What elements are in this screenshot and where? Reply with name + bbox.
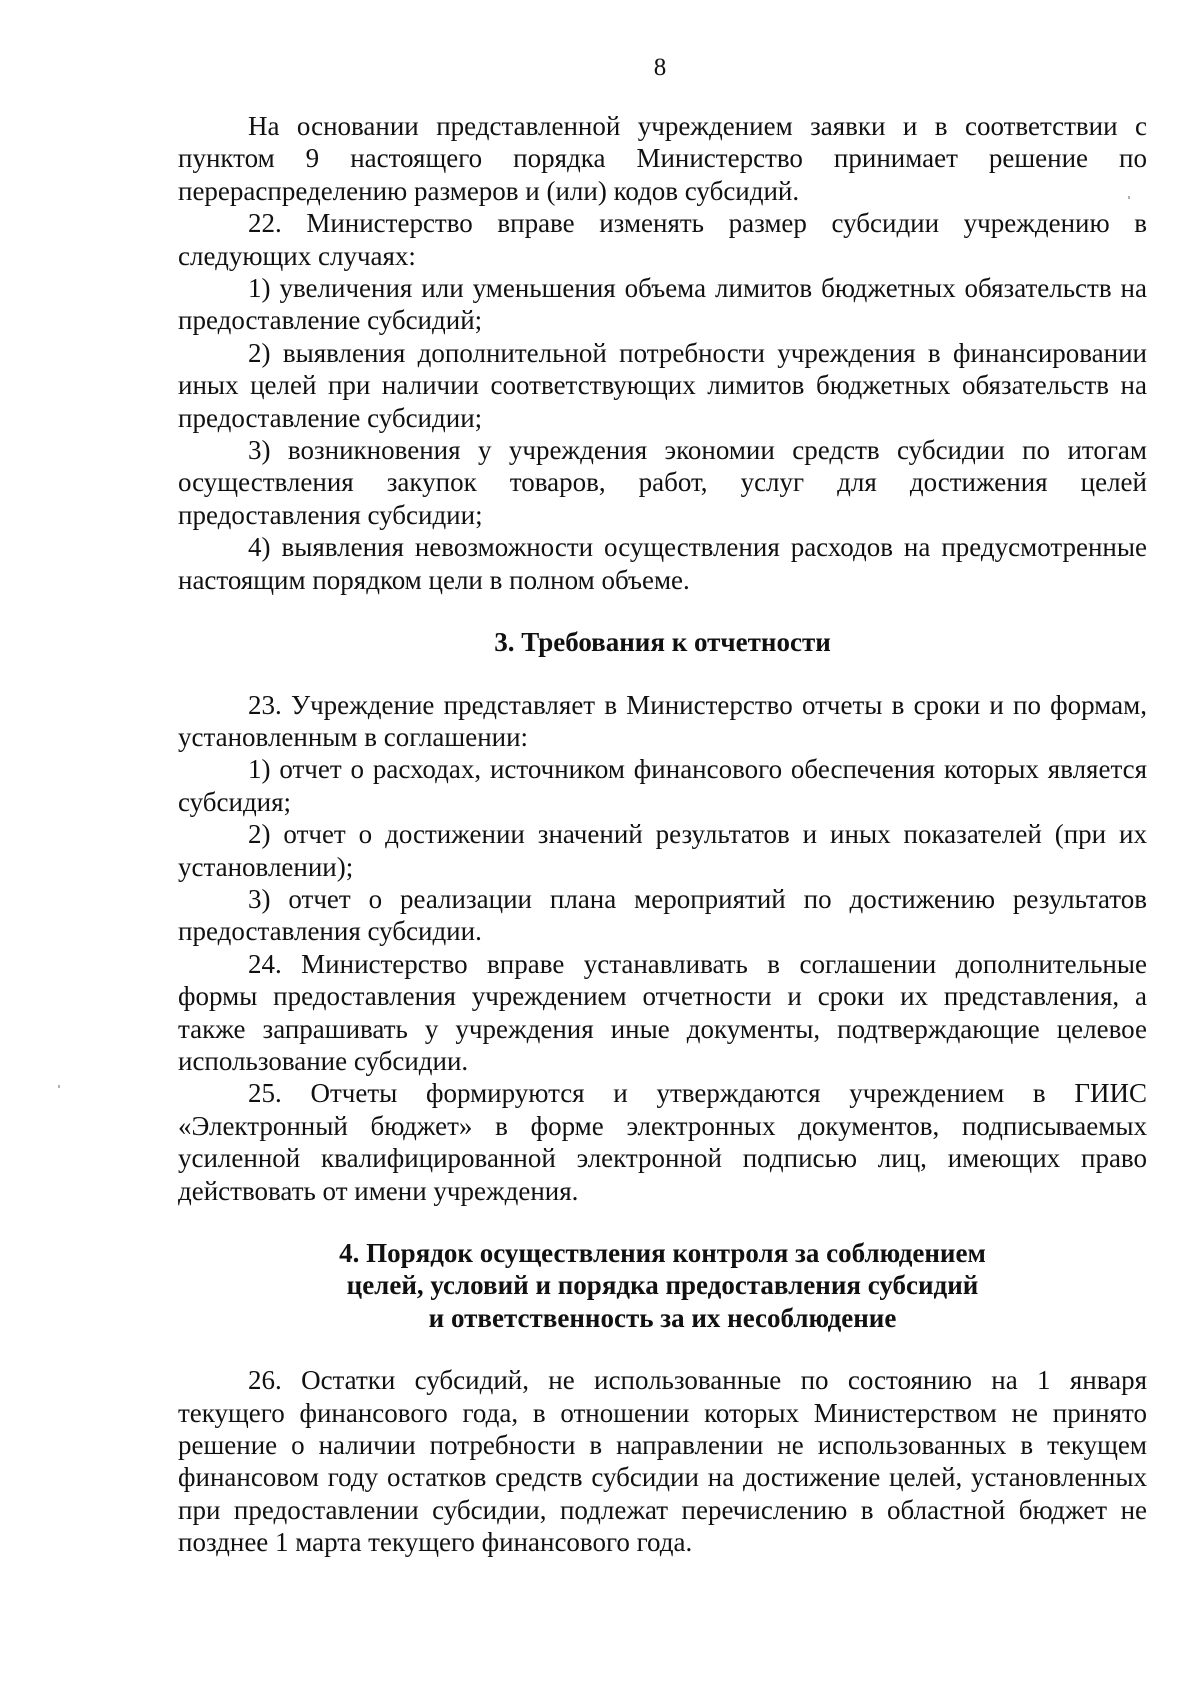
section-4-heading-line: 4. Порядок осуществления контроля за соблюдением [339, 1238, 986, 1268]
list-item: 1) увеличения или уменьшения объема лимитов бюджетных обязательств на предоставление субсидий; [178, 273, 1147, 336]
paragraph-item-25: 25. Отчеты формируются и утверждаются учреждением в ГИИС «Электронный бюджет» в форме электронных документов, подписываемых усиленной квалифицированной электронной подписью лиц, имеющих право действовать от имени учреждения. [178, 1078, 1147, 1206]
list-item: 4) выявления невозможности осуществления расходов на предусмотренные настоящим порядком цели в полном объеме. [178, 532, 1147, 595]
section-4-heading-line: и ответственность за их несоблюдение [428, 1302, 897, 1333]
list-item: 2) отчет о достижении значений результатов и иных показателей (при их установлении); [178, 819, 1147, 882]
page-number: 8 [653, 54, 667, 81]
scan-mark [58, 1085, 60, 1088]
section-4-heading-line: целей, условий и порядка предоставления субсидий [346, 1270, 979, 1301]
section-3-heading: 3. Требования к отчетности [494, 627, 831, 658]
section-4-heading [178, 1237, 1147, 1334]
paragraph-item-23: 23. Учреждение представляет в Министерство отчеты в сроки и по формам, установленным в соглашении: [178, 689, 1147, 752]
list-item: 2) выявления дополнительной потребности учреждения в финансировании иных целей при наличии соответствующих лимитов бюджетных обязательств на предоставление субсидии; [178, 337, 1147, 433]
list-item: 1) отчет о расходах, источником финансового обеспечения которых является субсидия; [178, 754, 1147, 817]
paragraph-item-26: 26. Остатки субсидий, не использованные по состоянию на 1 января текущего финансового года, в отношении которых Министерством не принято решение о наличии потребности в направлении не использованных в текущем финансовом году остатков средств субсидии на достижение целей, установленных при предоставлении субсидии, подлежат перечислению в областной бюджет не позднее 1 марта текущего финансового года. [178, 1365, 1147, 1558]
document-body [178, 110, 1147, 1559]
paragraph-item-24: 24. Министерство вправе устанавливать в соглашении дополнительные формы предоставления учреждением отчетности и сроки их представления, а также запрашивать у учреждения иные документы, подтверждающие целевое использование субсидии. [178, 948, 1147, 1076]
paragraph-item-22: 22. Министерство вправе изменять размер субсидии учреждению в следующих случаях: [178, 208, 1147, 271]
list-item: 3) возникновения у учреждения экономии средств субсидии по итогам осуществления закупок товаров, работ, услуг для достижения целей предоставления субсидии; [178, 435, 1147, 530]
scan-mark [1128, 196, 1130, 199]
list-item: 3) отчет о реализации плана мероприятий по достижению результатов предоставления субсидии. [178, 883, 1147, 947]
paragraph: На основании представленной учреждением заявки и в соответствии с пунктом 9 настоящего порядка Министерство принимает решение по перераспределению размеров и (или) кодов субсидий. [178, 111, 1147, 206]
